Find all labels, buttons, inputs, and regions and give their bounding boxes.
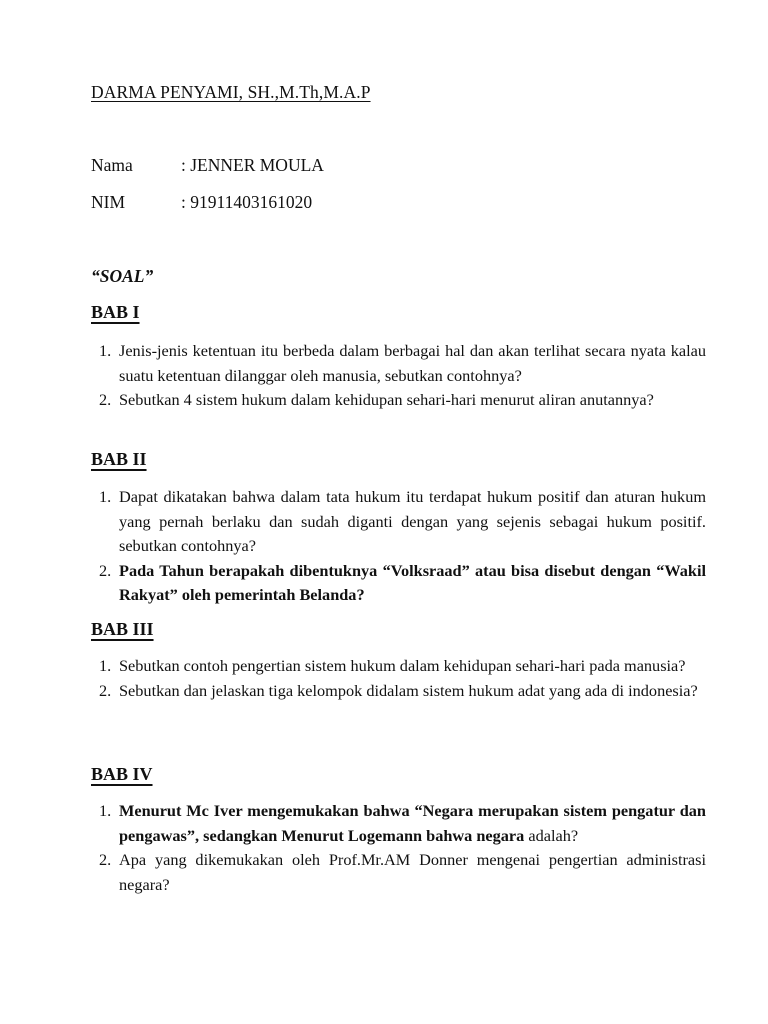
name-value: : JENNER MOULA	[181, 155, 324, 175]
nim-label: NIM	[91, 192, 126, 212]
nim-value: : 91911403161020	[181, 192, 313, 212]
question-item: 1. Menurut Mc Iver mengemukakan bahwa “Negara merupakan sistem pengatur dan pengawas”, sedangkan Menurut Logemann bahwa negara adalah?	[99, 801, 706, 845]
student-name-row	[91, 155, 324, 176]
question-item: 2. Sebutkan 4 sistem hukum dalam kehidupan sehari-hari menurut aliran anutannya?	[99, 390, 654, 409]
question-item: 1. Sebutkan contoh pengertian sistem hukum dalam kehidupan sehari-hari pada manusia?	[99, 656, 686, 675]
question-item: 1. Jenis-jenis ketentuan itu berbeda dalam berbagai hal dan akan terlihat secara nyata kalau suatu ketentuan dilanggar oleh manusia, sebutkan contohnya?	[99, 341, 706, 385]
question-list-bab-4	[91, 799, 706, 897]
section-heading-bab-3: BAB III	[91, 619, 154, 639]
name-label: Nama	[91, 155, 133, 175]
section-heading-bab-2: BAB II	[91, 449, 147, 469]
question-list-bab-2	[91, 485, 706, 608]
question-item: 2. Pada Tahun berapakah dibentuknya “Volksraad” atau bisa disebut dengan “Wakil Rakyat” oleh pemerintah Belanda?	[99, 560, 706, 604]
section-heading-bab-1: BAB I	[91, 302, 140, 322]
question-item: 2. Apa yang dikemukakan oleh Prof.Mr.AM Donner mengenai pengertian administrasi negara?	[99, 850, 706, 894]
document-title: “SOAL”	[91, 266, 154, 286]
question-item: 1. Dapat dikatakan bahwa dalam tata hukum itu terdapat hukum positif dan aturan hukum yang pernah berlaku dan sudah diganti dengan yang sejenis sebagai hukum positif. sebutkan contohnya?	[99, 487, 706, 555]
question-item: 2. Sebutkan dan jelaskan tiga kelompok didalam sistem hukum adat yang ada di indonesia?	[99, 680, 698, 700]
lecturer-name: DARMA PENYAMI, SH.,M.Th,M.A.P	[91, 82, 371, 102]
question-list-bab-1	[91, 339, 706, 413]
question-list-bab-3	[91, 654, 706, 703]
section-heading-bab-4: BAB IV	[91, 764, 153, 784]
student-nim-row	[91, 192, 312, 213]
